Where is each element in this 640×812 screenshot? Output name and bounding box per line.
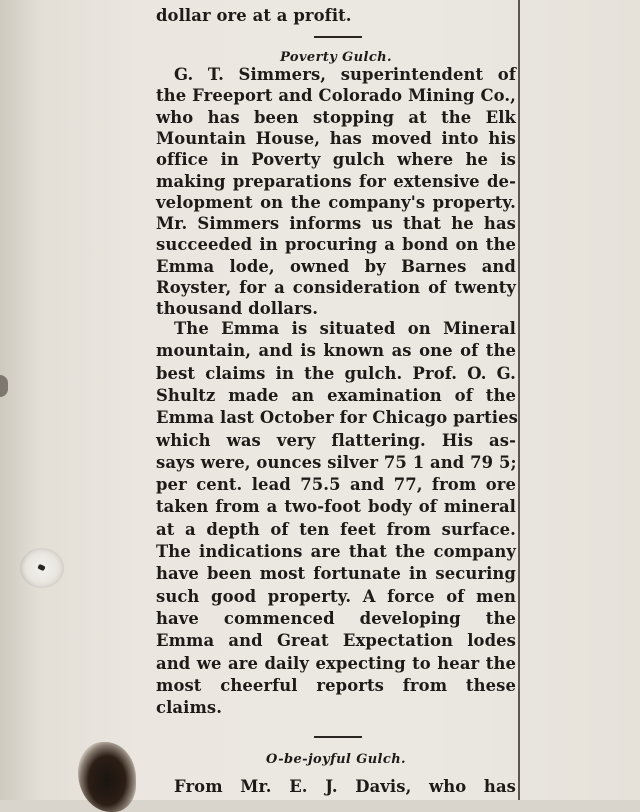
text-line: per cent. lead 75.5 and 77, from ore	[156, 475, 516, 495]
text-line: at a depth of ten feet from surface.	[156, 519, 516, 539]
text-line: Mountain House, has moved into his	[156, 128, 516, 148]
text-line: says were, ounces silver 75 1 and 79 5;	[156, 452, 517, 472]
text-line: The Emma is situated on Mineral	[174, 319, 516, 338]
text-line: Emma last October for Chicago parties	[156, 408, 518, 428]
text-line: which was very flattering. His as-	[156, 430, 516, 450]
text-line: The indications are that the company	[156, 542, 516, 561]
text-line: and we are daily expecting to hear the	[156, 653, 516, 673]
top-fragment: dollar ore at a profit.	[156, 6, 352, 25]
text-line: mountain, and is known as one of the	[156, 341, 516, 361]
heading-obe-joyful-gulch: O-be-joyful Gulch.	[266, 752, 406, 767]
heading-poverty-gulch: Poverty Gulch.	[280, 50, 392, 65]
text-line: best claims in the gulch. Prof. O. G.	[156, 363, 516, 383]
text-line: thousand dollars.	[156, 299, 319, 319]
text-line: claims.	[156, 698, 223, 718]
text-line: most cheerful reports from these	[156, 675, 516, 695]
text-line: Mr. Simmers informs us that he has	[156, 214, 516, 234]
text-line: such good property. A force of men	[156, 586, 516, 606]
text-line: have been most fortunate in securing	[156, 564, 516, 584]
text-line: who has been stopping at the Elk	[156, 107, 516, 127]
paper-hole	[20, 548, 64, 588]
text-line: have commenced developing the	[156, 608, 516, 628]
text-line: G. T. Simmers, superintendent of	[174, 65, 516, 84]
text-line: succeeded in procuring a bond on the	[156, 235, 516, 255]
text-line: velopment on the company's property.	[156, 192, 516, 212]
burn-mark	[78, 742, 136, 812]
text-line: Emma lode, owned by Barnes and	[156, 256, 516, 276]
text-line: Shultz made an examination of the	[156, 385, 516, 405]
text-line: office in Poverty gulch where he is	[156, 150, 516, 170]
section-separator	[314, 736, 362, 738]
column-rule	[518, 0, 520, 800]
text-line: making preparations for extensive de-	[156, 171, 516, 191]
text-line: the Freeport and Colorado Mining Co.,	[156, 86, 516, 106]
text-line: Emma and Great Expectation lodes	[156, 631, 516, 651]
section-separator	[314, 36, 362, 38]
page-edge-stain	[0, 375, 8, 397]
paragraph-davis-first-line: From Mr. E. J. Davis, who has	[174, 777, 516, 796]
text-line: Royster, for a consideration of twenty	[156, 278, 516, 297]
text-line: taken from a two-foot body of mineral	[156, 497, 516, 517]
